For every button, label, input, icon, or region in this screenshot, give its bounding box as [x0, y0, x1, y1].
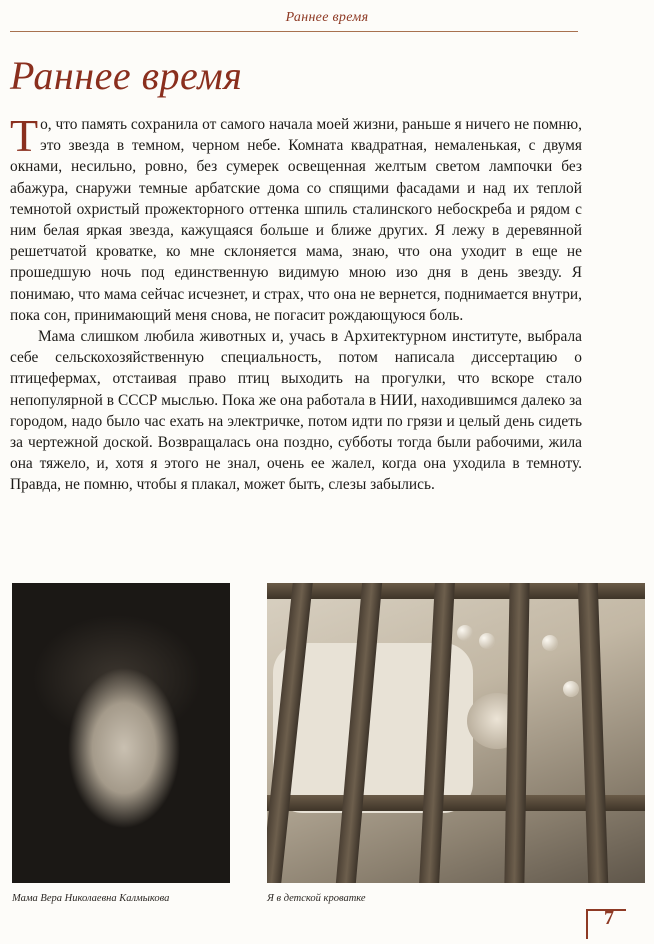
toy-bead — [563, 681, 579, 697]
running-header: Раннее время — [285, 10, 369, 25]
paragraph-1 — [10, 110, 582, 326]
paragraph-2: Мама слишком любила животных и, учась в Архитектурном институте, выбрала себе сельскохозяйственную специальность, потом написала диссертацию о птицефермах, отстаивая право птиц выходить на прогулки, что вскоре стало непопулярной в СССР мыслью. Пока же она работала в НИИ, находившимся далеко за городом, надо было час ехать на электричке, потом идти по грязи и целый день сидеть за чертежной доской. Возвращалась она поздно, субботы тогда были рабочими, жила она тяжело, и, хотя я этого не знал, очень ее жалел, когда она уходила в темноту. Правда, не помню, чтобы я плакал, может быть, слезы забылись. — [10, 328, 582, 494]
crib-bar — [504, 583, 529, 883]
photo-caption-right: Я в детской кроватке — [267, 893, 366, 904]
toy-bead — [457, 625, 473, 641]
drop-cap: Т — [10, 110, 39, 161]
paragraph-1-text: о, что память сохранила от самого начала моей жизни, раньше я ничего не помню, это звезда в темном, черном небе. Комната квадратная, немаленькая, с двумя окнами, несильно, ровно, без сумерек освещенная желтым светом лампочки без абажура, снаружи темные арбатские дома со спящими фасадами и над их теплой темнотой охристый прожекторного оттенка шпиль сталинского небоскреба и рядом с ним белая яркая звезда, кажущаяся больше и ближе других. Я лежу в деревянной решетчатой кроватке, ко мне склоняется мама, знаю, что она уходит в еще не прошедшую ночь под единственную видимую мною изо дня в день звезду. Я понимаю, что мама сейчас исчезнет, и страх, что она не вернется, поднимается внутри, пока сон, принимающий меня снова, не погасит рождающуюся боль. — [10, 116, 582, 324]
mother-portrait-photo — [12, 583, 230, 883]
chapter-title: Раннее время — [10, 53, 243, 98]
body-text — [10, 110, 582, 496]
crib-bar — [578, 583, 608, 883]
crib-photo — [267, 583, 645, 883]
toy-bead — [542, 635, 558, 651]
header-rule — [10, 31, 578, 32]
photo-caption-left: Мама Вера Николаевна Калмыкова — [12, 893, 170, 904]
page-number: 7 — [604, 907, 614, 929]
toy-bead — [479, 633, 495, 649]
